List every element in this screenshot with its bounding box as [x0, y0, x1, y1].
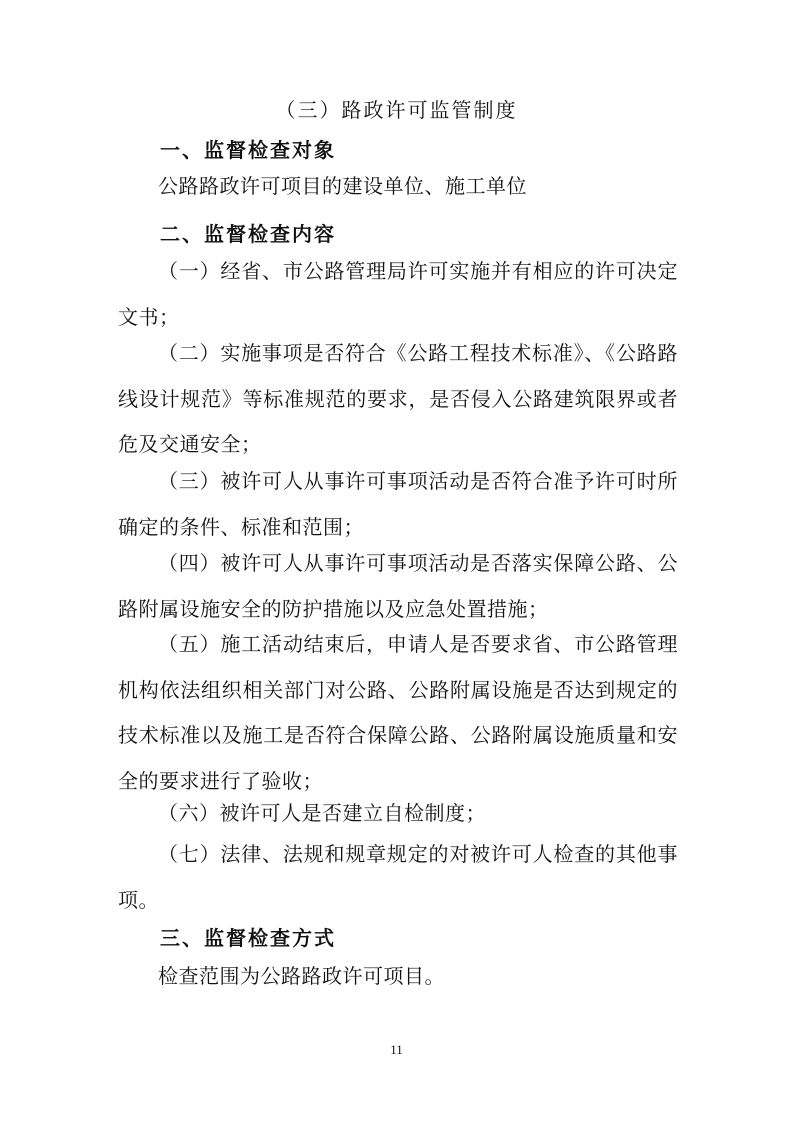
paragraph: （五）施工活动结束后，申请人是否要求省、市公路管理机构依法组织相关部门对公路、公路附属设施是否达到规定的技术标准以及施工是否符合保障公路、公路附属设施质量和安全的要求进行了验收； [118, 632, 678, 793]
page-number: 11 [390, 1042, 403, 1057]
paragraph: （四）被许可人从事许可事项活动是否落实保障公路、公路附属设施安全的防护措施以及应急处置措施； [118, 551, 678, 621]
section-heading-3: 三、监督检查方式 [160, 926, 336, 950]
paragraph: （六）被许可人是否建立自检制度； [158, 801, 486, 825]
paragraph: 检查范围为公路路政许可项目。 [158, 964, 445, 988]
paragraph: 公路路政许可项目的建设单位、施工单位 [158, 174, 527, 198]
paragraph: （二）实施事项是否符合《公路工程技术标准》、《公路路线设计规范》等标准规范的要求，是否侵入公路建筑限界或者危及交通安全； [118, 341, 678, 456]
paragraph: （三）被许可人从事许可事项活动是否符合准予许可时所确定的条件、标准和范围； [118, 469, 678, 539]
paragraph: （一）经省、市公路管理局许可实施并有相应的许可决定文书； [118, 259, 678, 329]
paragraph: （七）法律、法规和规章规定的对被许可人检查的其他事项。 [118, 842, 678, 912]
section-heading-2: 二、监督检查内容 [160, 222, 336, 246]
section-heading-1: 一、监督检查对象 [160, 138, 336, 162]
document-title: （三）路政许可监管制度 [275, 98, 518, 122]
